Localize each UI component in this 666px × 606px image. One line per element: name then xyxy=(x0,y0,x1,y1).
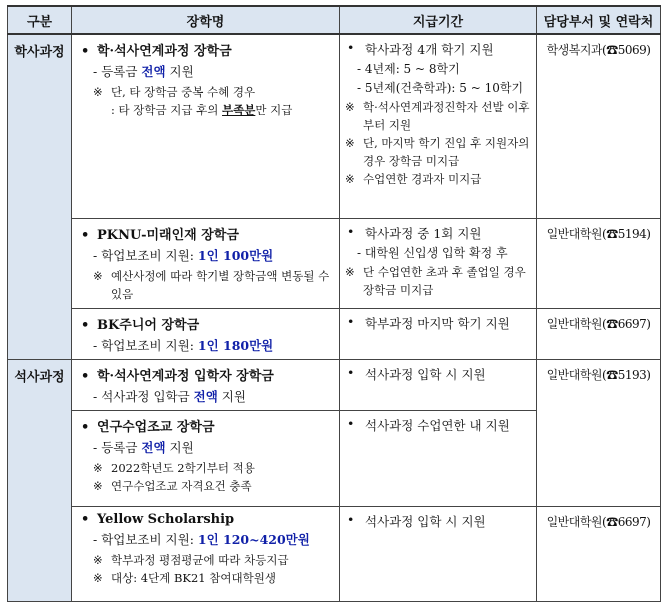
header-row xyxy=(8,6,661,34)
header-scholarship-name: 장학명 xyxy=(72,6,340,34)
note: ※ 대상: 4단계 BK21 참여대학원생 xyxy=(93,570,276,585)
dept-cell: 일반대학원(☎6697) xyxy=(537,308,661,359)
scholarship-cell xyxy=(72,34,340,218)
dept-cell: 일반대학원(☎6697) xyxy=(537,506,661,602)
scholarship-cell xyxy=(72,308,340,359)
period-cell: • 학사과정 중 1회 지원 - 대학원 신입생 입학 확정 후 ※ 단 수업연한 초과 후 졸업일 경우 장학금 미지급 xyxy=(340,218,537,308)
scholarship-table xyxy=(7,5,661,602)
header-dept: 담당부서 및 연락처 xyxy=(537,6,661,34)
table-row xyxy=(8,506,661,602)
header-period: 지급기간 xyxy=(340,6,537,34)
note: ※ 연구수업조교 자격요건 충족 xyxy=(93,478,252,493)
scholarship-title: • 연구수업조교 장학금 xyxy=(81,419,215,435)
scholarship-amount: - 학업보조비 지원: 1인 120~420만원 xyxy=(93,531,310,547)
scholarship-cell xyxy=(72,506,340,602)
table-row xyxy=(8,218,661,308)
table-row xyxy=(8,34,661,218)
scholarship-amount: - 등록금 전액 지원 xyxy=(93,439,194,455)
header-category: 구분 xyxy=(8,6,72,34)
note: : 타 장학금 지급 후의 부족분만 지급 xyxy=(111,103,293,117)
scholarship-amount: - 학업보조비 지원: 1인 180만원 xyxy=(93,337,274,353)
scholarship-cell xyxy=(72,218,340,308)
scholarship-title: • BK주니어 장학금 xyxy=(81,317,200,333)
scholarship-amount: - 석사과정 입학금 전액 지원 xyxy=(93,388,246,404)
scholarship-title: • Yellow Scholarship xyxy=(81,511,235,527)
scholarship-title: • PKNU-미래인재 장학금 xyxy=(81,227,239,243)
scholarship-title: • 학·석사연계과정 장학금 xyxy=(81,44,232,59)
period-cell: • 석사과정 수업연한 내 지원 xyxy=(340,410,537,506)
dept-cell: 일반대학원(☎5193) xyxy=(537,359,661,506)
note: ※ 단, 타 장학금 중복 수혜 경우 xyxy=(93,85,256,99)
table-row xyxy=(8,359,661,410)
category-master: 석사과정 xyxy=(8,359,72,602)
scholarship-cell xyxy=(72,359,340,410)
scholarship-amount: - 등록금 전액 지원 xyxy=(93,64,194,79)
dept-cell: 학생복지과(☎5069) xyxy=(537,34,661,218)
table-row xyxy=(8,308,661,359)
period-cell: • 석사과정 입학 시 지원 xyxy=(340,506,537,602)
period-cell: • 학부과정 마지막 학기 지원 xyxy=(340,308,537,359)
note: ※ 예산사정에 따라 학기별 장학금액 변동될 수 있음 xyxy=(93,268,330,301)
period-cell: • 석사과정 입학 시 지원 xyxy=(340,359,537,410)
period-cell: • 학사과정 4개 학기 지원 - 4년제: 5 ~ 8학기 - 5년제(건축학과): 5 ~ 10학기 ※ 학·석사연계과정진학자 선발 이후부터 지원 ※ 단, 마지막 학기 진입 후 지원자의 경우 장학금 미지급 ※ 수업연한 경과자 미지급 xyxy=(340,34,537,218)
note: ※ 학부과정 평점평균에 따라 차등지급 xyxy=(93,552,289,567)
scholarship-title: • 학·석사연계과정 입학자 장학금 xyxy=(81,368,274,384)
dept-cell: 일반대학원(☎5194) xyxy=(537,218,661,308)
note: ※ 2022학년도 2학기부터 적용 xyxy=(93,460,255,475)
scholarship-amount: - 학업보조비 지원: 1인 100만원 xyxy=(93,247,274,263)
scholarship-cell xyxy=(72,410,340,506)
category-undergrad: 학사과정 xyxy=(8,34,72,359)
